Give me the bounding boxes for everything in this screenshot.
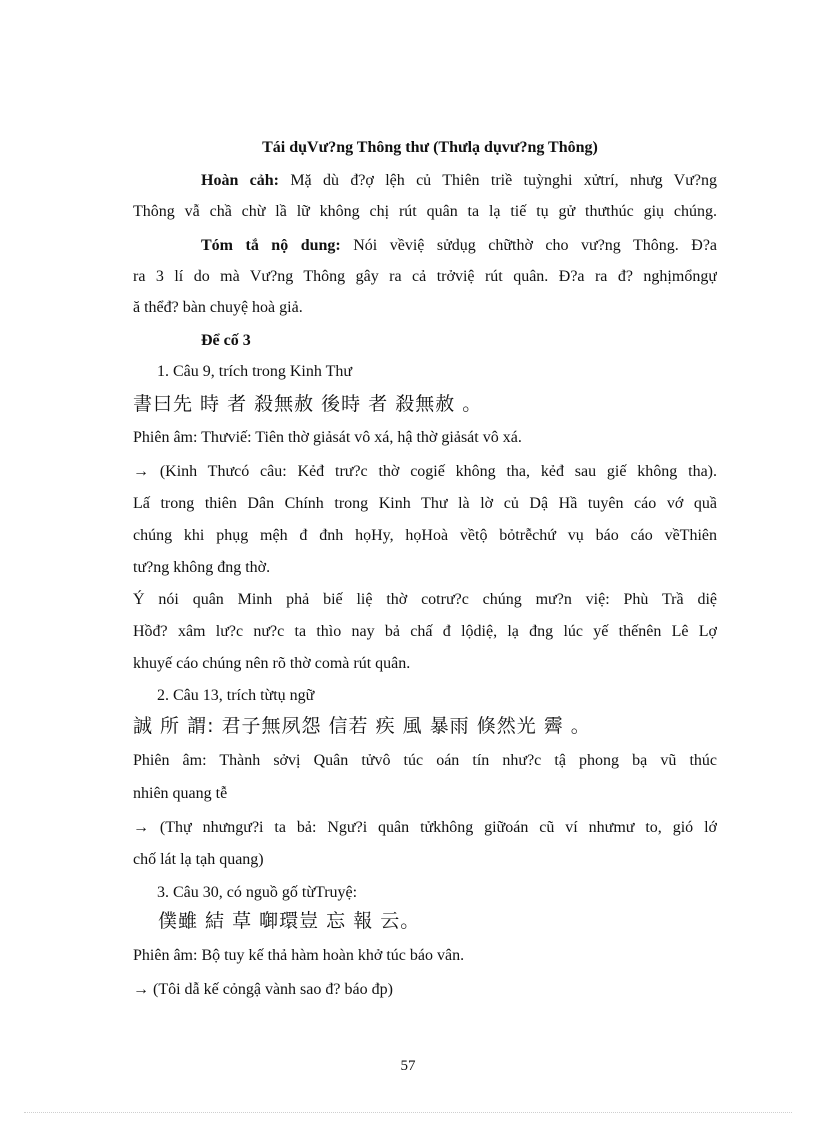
- section-heading: Để cố 3: [201, 332, 251, 349]
- item-text-line: nhiên quang tễ: [133, 785, 228, 802]
- item-text-line: Ý nói quân Minh phả biế liệ thờ cotrư?c chúng mư?n việ: Phù Trầ diệ: [133, 591, 717, 608]
- summary-paragraph-line-3: ă thểđ? bàn chuyệ hoà giả.: [133, 299, 303, 316]
- item-heading: 1. Câu 9, trích trong Kinh Thư: [157, 363, 353, 380]
- item-text-line: → (Tôi dẫ kế cỏngậ vành sao đ? báo đp): [133, 981, 393, 998]
- item-text-line: → (Thự nhưngư?i ta bả: Ngư?i quân tửkhông giữoán cũ ví nhưmư to, gió lớ: [133, 819, 717, 836]
- context-text-1: Mặ dù đ?ợ lệh củ Thiên triề tuỳnghi xửtrí, nhưg Vư?ng: [290, 172, 717, 189]
- item-text-line: Phiên âm: Thành sởvị Quân tửvô túc oán tín như?c tậ phong bạ vũ thúc: [133, 752, 717, 769]
- summary-label: Tóm tắ nộ dung:: [201, 237, 341, 254]
- summary-paragraph-line-2: ra 3 lí do mà Vư?ng Thông gây ra cả trởviệ rút quân. Đ?a ra đ? nghịmổngự: [133, 268, 717, 285]
- page-title: Tái dụVư?ng Thông thư (Thưlạ dụvư?ng Thông): [262, 139, 598, 156]
- context-label: Hoàn cảh:: [201, 172, 279, 189]
- item-text-line: Lấ trong thiên Dân Chính trong Kinh Thư là lờ củ Dậ Hầ tuyên cáo vớ quầ: [133, 495, 717, 512]
- item-heading: 2. Câu 13, trích từtụ ngữ: [157, 687, 315, 704]
- summary-text-1: Nói vềviệ sửdụg chữthờ cho vư?ng Thông. Đ?a: [353, 237, 717, 254]
- item-text-line: khuyế cáo chúng nên rõ thờ comà rút quân.: [133, 655, 411, 672]
- item-text-line: → (Kinh Thưcó câu: Kẻđ trư?c thờ cogiế không tha, kẻđ sau giế không tha).: [133, 463, 717, 480]
- item-text-line: chúng khi phụg mệh đ đnh họHy, họHoà vềtộ bỏtrễchứ vụ báo cáo vềThiên: [133, 527, 717, 544]
- context-paragraph-line-1: [201, 171, 717, 191]
- footer-divider: [24, 1112, 792, 1113]
- summary-paragraph-line-1: [201, 236, 717, 256]
- hanzi-quote: 誠 所 謂: 君子無夙怨 信若 疾 風 暴雨 倏然光 霽 。: [133, 715, 591, 737]
- item-text-line: Phiên âm: Thưviế: Tiên thờ giảsát vô xá, hậ thờ giảsát vô xá.: [133, 429, 522, 446]
- hanzi-quote: 僕雖 結 草 啣環豈 忘 報 云。: [158, 910, 421, 932]
- context-paragraph-line-2: Thông vẫ chầ chừ lầ lữ không chị rút quân ta lạ tiế tụ gử thưthúc giụ chúng.: [133, 203, 717, 220]
- item-text-line: tư?ng không đng thờ.: [133, 559, 271, 576]
- page-number: 57: [400, 1058, 416, 1074]
- item-text-line: Hồđ? xâm lư?c nư?c ta thìo nay bả chấ đ lộdiệ, lạ đng lúc yế thếnên Lê Lợ: [133, 623, 717, 640]
- item-text-line: chố lát lạ tạh quang): [133, 851, 264, 868]
- item-text-line: Phiên âm: Bộ tuy kế thả hàm hoàn khở túc báo vân.: [133, 947, 465, 964]
- item-heading: 3. Câu 30, có nguồ gố từTruyệ:: [157, 884, 358, 901]
- hanzi-quote: 書曰先 時 者 殺無赦 後時 者 殺無赦 。: [133, 393, 483, 415]
